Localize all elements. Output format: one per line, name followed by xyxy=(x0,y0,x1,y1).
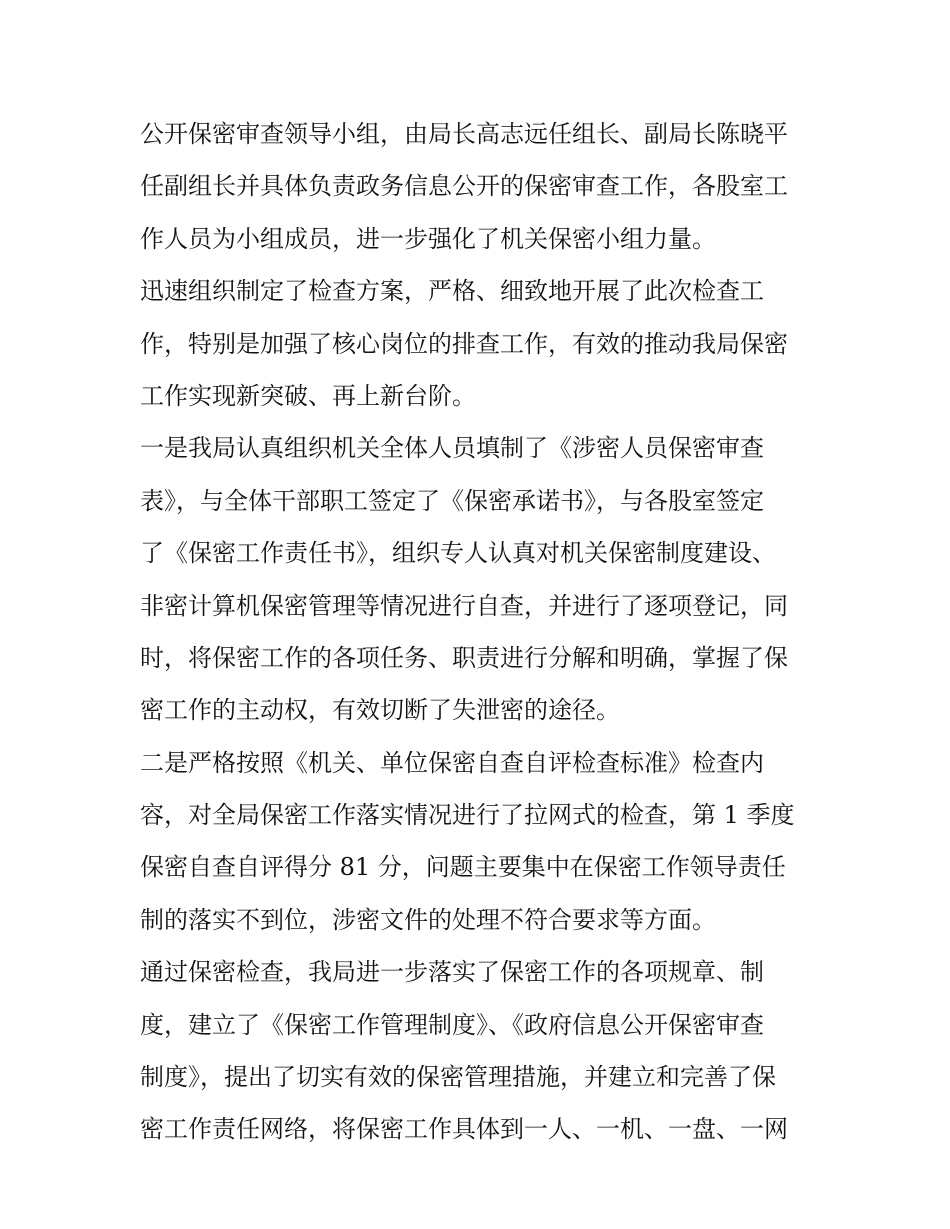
text-line: 一是我局认真组织机关全体人员填制了《涉密人员保密审查 xyxy=(140,434,764,463)
text-line: 容，对全局保密工作落实情况进行了拉网式的检查，第 1 季度 xyxy=(140,801,795,830)
text-line: 了《保密工作责任书》，组织专人认真对机关保密制度建设、 xyxy=(140,539,776,568)
document-body xyxy=(140,108,812,1156)
text-line: 工作实现新突破、再上新台阶。 xyxy=(140,381,476,410)
text-line: 制的落实不到位，涉密文件的处理不符合要求等方面。 xyxy=(140,905,716,934)
text-line: 作，特别是加强了核心岗位的排查工作，有效的推动我局保密 xyxy=(140,329,788,358)
text-line: 表》，与全体干部职工签定了《保密承诺书》，与各股室签定 xyxy=(140,486,764,515)
text-line: 度，建立了《保密工作管理制度》、《政府信息公开保密审查 xyxy=(140,1010,764,1039)
text-line: 通过保密检查，我局进一步落实了保密工作的各项规章、制 xyxy=(140,958,764,987)
text-line: 任副组长并具体负责政务信息公开的保密审查工作，各股室工 xyxy=(140,172,788,201)
text-line: 公开保密审查领导小组，由局长高志远任组长、副局长陈晓平 xyxy=(140,120,788,148)
text-line: 非密计算机保密管理等情况进行自查，并进行了逐项登记，同 xyxy=(140,591,788,620)
text-line: 作人员为小组成员，进一步强化了机关保密小组力量。 xyxy=(140,224,716,253)
text-line: 迅速组织制定了检查方案，严格、细致地开展了此次检查工 xyxy=(140,277,764,306)
text-line: 密工作的主动权，有效切断了失泄密的途径。 xyxy=(140,696,620,725)
text-line: 时，将保密工作的各项任务、职责进行分解和明确，掌握了保 xyxy=(140,643,788,672)
text-line: 二是严格按照《机关、单位保密自查自评检查标准》检查内 xyxy=(140,748,764,777)
text-line: 保密自查自评得分 81 分，问题主要集中在保密工作领导责任 xyxy=(140,853,786,882)
text-line: 密工作责任网络，将保密工作具体到一人、一机、一盘、一网 xyxy=(140,1115,788,1144)
text-line: 制度》，提出了切实有效的保密管理措施，并建立和完善了保 xyxy=(140,1063,776,1092)
